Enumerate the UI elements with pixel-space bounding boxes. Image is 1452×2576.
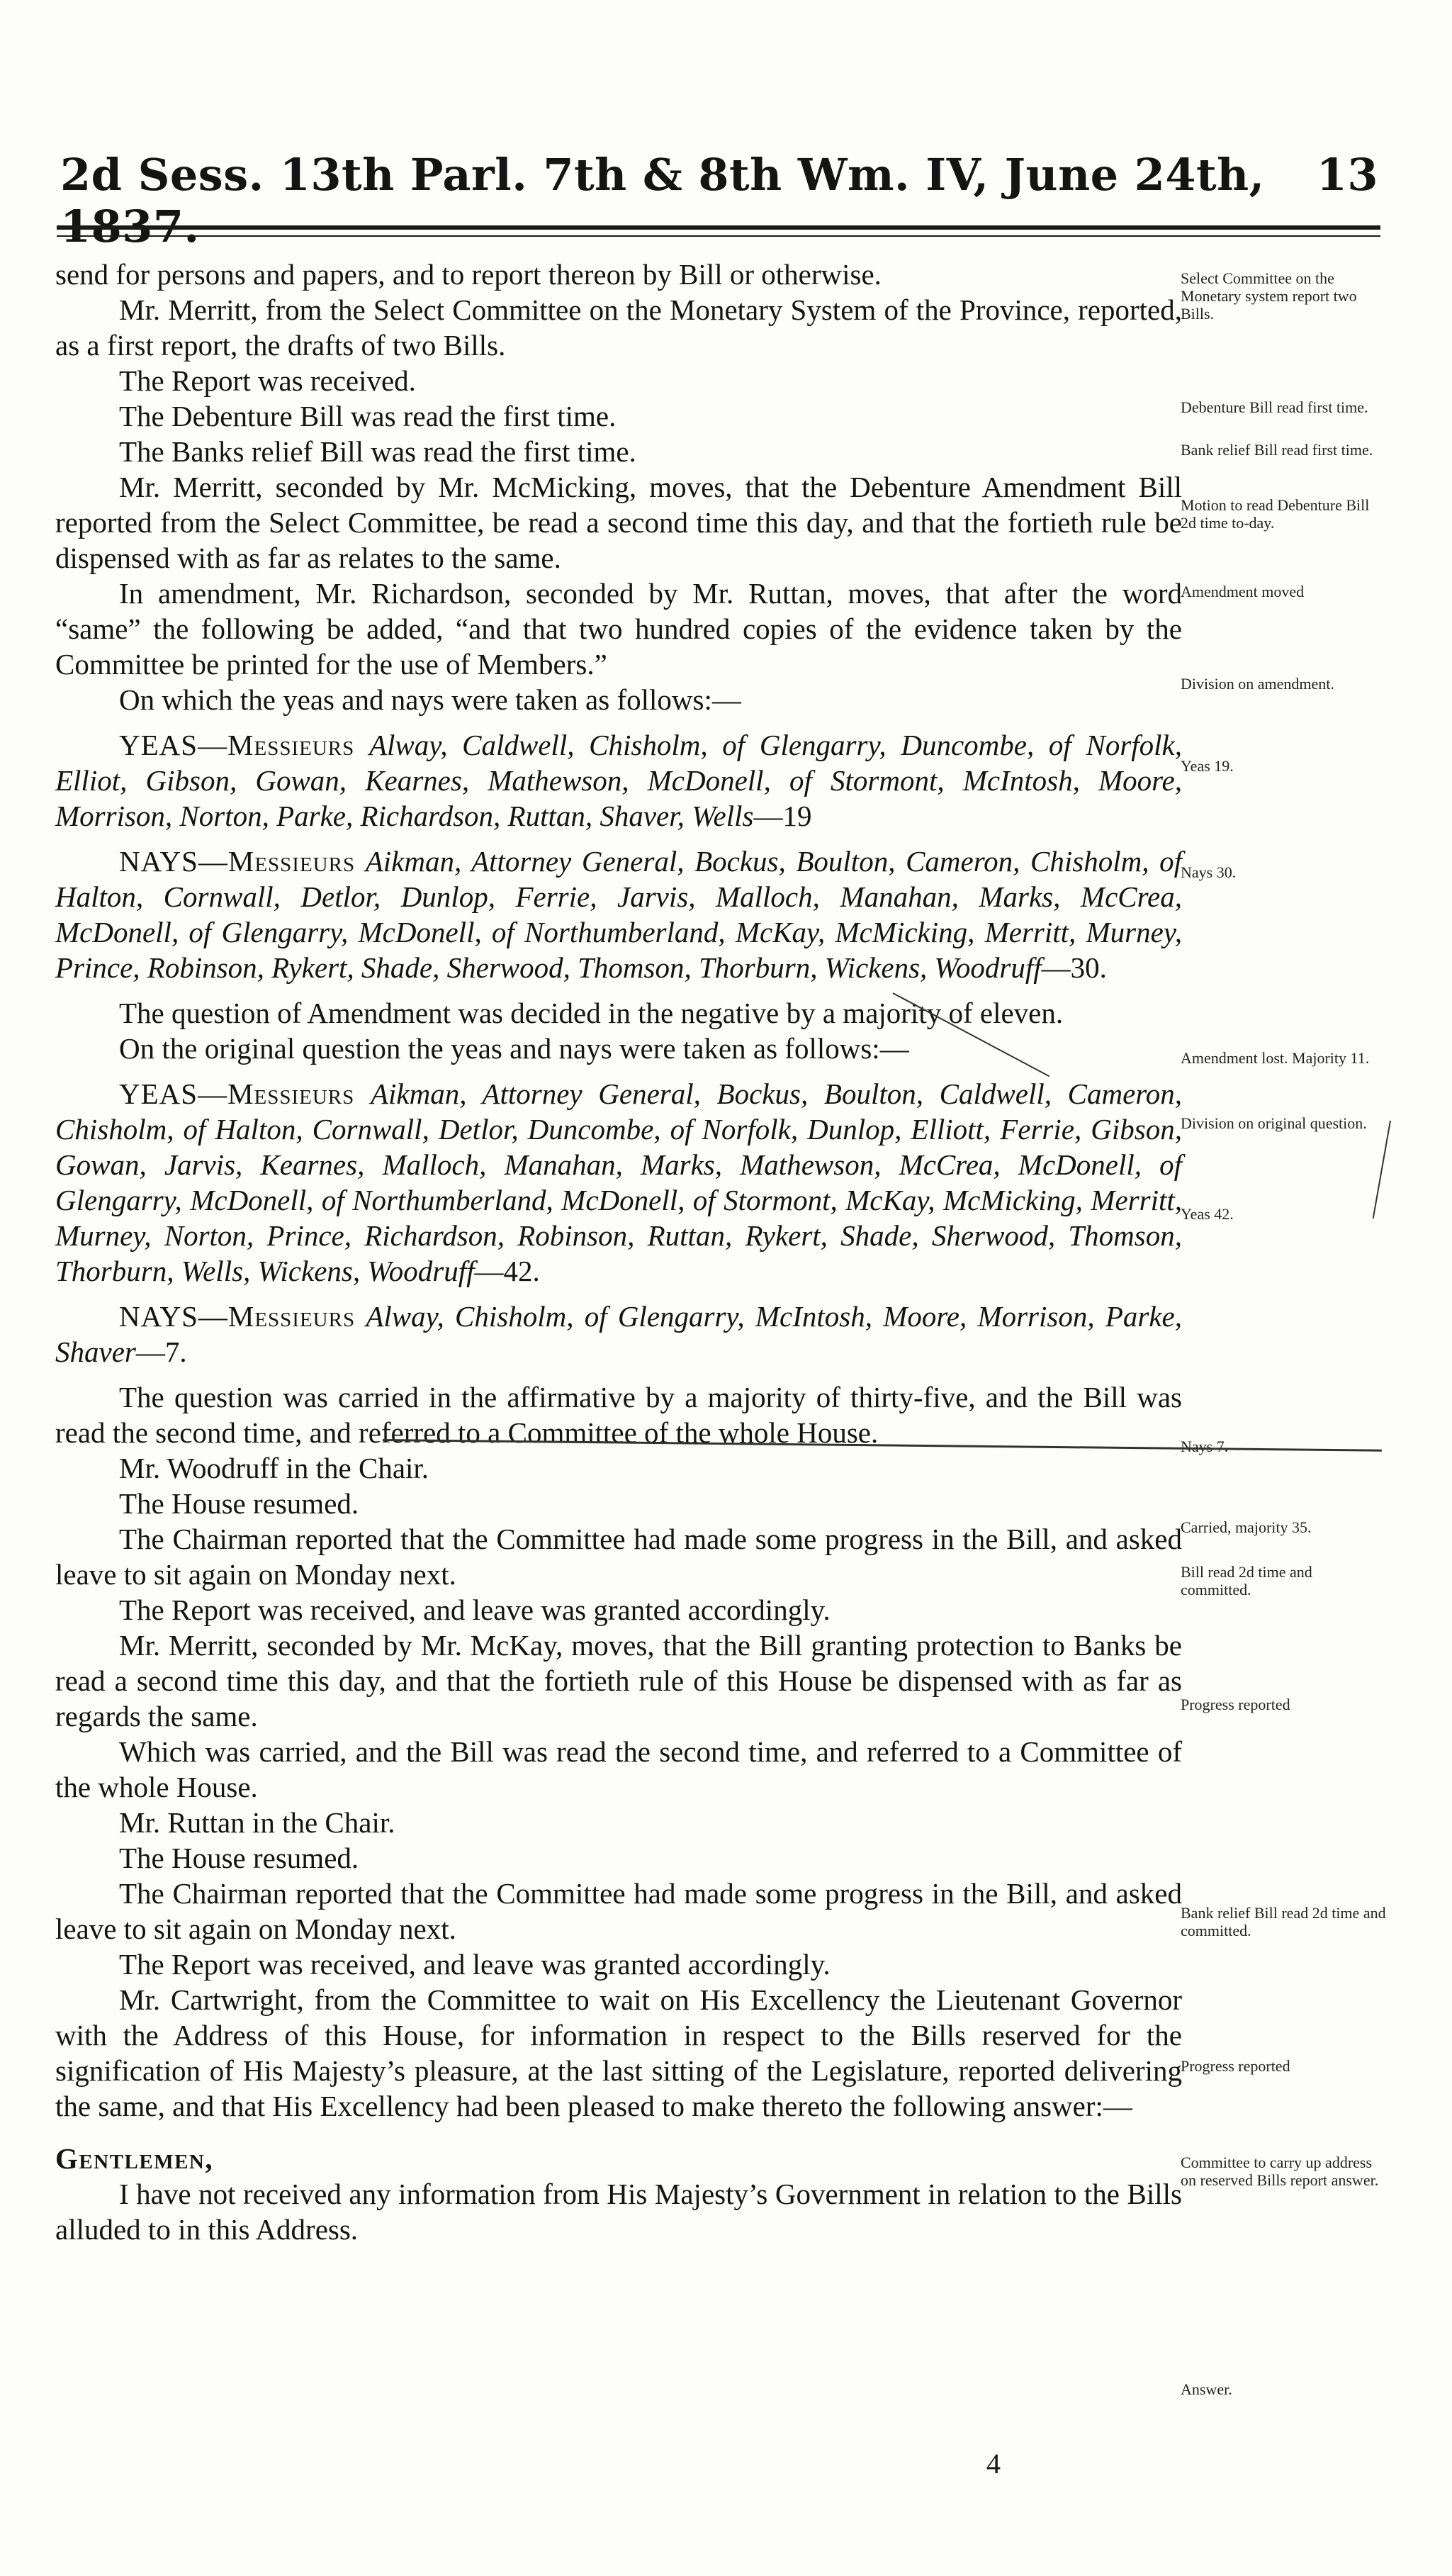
paragraph: Mr. Merritt, seconded by Mr. McMicking, moves, that the Debenture Amendment Bill reported from the Select Committee, be read a second time this day, and that the fortieth rule be dispensed with as far as relates to the same.	[55, 471, 1182, 574]
paragraph: The Report was received.	[119, 364, 416, 397]
paragraph: On which the yeas and nays were taken as follows:—	[119, 683, 741, 716]
header-title: 2d Sess. 13th Parl. 7th & 8th Wm. IV, June 24th, 1837.	[60, 149, 1265, 252]
vote-heading: NAYS—Messieurs	[119, 845, 356, 878]
paragraph: The Debenture Bill was read the first time.	[119, 400, 617, 432]
paragraph: The Report was received, and leave was granted accordingly.	[119, 1948, 831, 1981]
vote-count: —19	[753, 800, 812, 832]
journal-body	[55, 257, 1182, 2247]
paragraph: The Chairman reported that the Committee had made some progress in the Bill, and asked leave to sit again on Monday next.	[55, 1523, 1182, 1591]
vote-names: Aikman, Attorney General, Bockus, Boulton, Caldwell, Cameron, Chisholm, of Halton, Cornwall, Detlor, Duncombe, of Norfolk, Dunlop, Elliott, Ferrie, Gibson, Gowan, Jarvis, Kearnes, Malloch, Manahan, Marks, Mathewson, McCrea, McDonell, of Glengarry, McDonell, of Northumberland, McDonell, of Stormont, McKay, McMicking, Merritt, Murney, Norton, Prince, Richardson, Robinson, Ruttan, Rykert, Shade, Sherwood, Thomson, Thorburn, Wells, Wickens, Woodruff	[55, 1077, 1182, 1287]
vote-heading: NAYS—Messieurs	[119, 1300, 356, 1333]
vote-count: —30.	[1041, 951, 1107, 984]
paragraph: The Chairman reported that the Committee had made some progress in the Bill, and asked leave to sit again on Monday next.	[55, 1877, 1182, 1945]
margin-note: Nays 7.	[1181, 1438, 1229, 1455]
margin-note: Bank relief Bill read 2d time and committed.	[1181, 1904, 1386, 1939]
vote-yeas-original	[55, 1076, 1182, 1289]
answer-text: I have not received any information from His Majesty’s Government in relation to the Bills alluded to in this Address.	[55, 2178, 1182, 2246]
paragraph: Mr. Merritt, from the Select Committee on the Monetary System of the Province, reported, as a first report, the drafts of two Bills.	[55, 293, 1182, 362]
margin-note: Bank relief Bill read first time.	[1181, 441, 1373, 459]
margin-note: Motion to read Debenture Bill 2d time to-day.	[1181, 496, 1370, 532]
vote-yeas-amendment	[55, 727, 1182, 834]
paragraph: Mr. Woodruff in the Chair.	[119, 1452, 429, 1484]
paragraph: The question of Amendment was decided in the negative by a majority of eleven.	[119, 997, 1064, 1029]
margin-note: Amendment moved	[1181, 583, 1305, 600]
margin-note: Division on amendment.	[1181, 675, 1334, 693]
margin-note: Progress reported	[1181, 2057, 1290, 2075]
margin-note: Answer.	[1181, 2380, 1232, 2398]
paragraph: The House resumed.	[119, 1487, 359, 1520]
margin-note: Select Committee on the Monetary system report two Bills.	[1181, 269, 1357, 323]
paragraph: Mr. Cartwright, from the Committee to wait on His Excellency the Lieutenant Governor with the Address of this House, for information in respect to the Bills reserved for the signification of His Majesty’s pleasure, at the last sitting of the Legislature, reported delivering the same, and that His Excellency had been pleased to make thereto the following answer:—	[55, 1983, 1182, 2122]
margin-note: Carried, majority 35.	[1181, 1518, 1312, 1536]
paragraph: send for persons and papers, and to report thereon by Bill or otherwise.	[55, 258, 882, 291]
vote-heading: YEAS—Messieurs	[119, 1077, 355, 1110]
paragraph: Mr. Ruttan in the Chair.	[119, 1806, 395, 1839]
vote-nays-original	[55, 1299, 1182, 1370]
paragraph: The House resumed.	[119, 1842, 359, 1874]
margin-note: Committee to carry up address on reserved Bills report answer.	[1181, 2154, 1379, 2189]
signature-mark: 4	[986, 2448, 1001, 2480]
page-number: 13	[1316, 149, 1378, 201]
margin-note: Division on original question.	[1181, 1114, 1367, 1132]
vote-count: —7.	[135, 1335, 187, 1368]
vote-nays-amendment	[55, 844, 1182, 985]
margin-note: Bill read 2d time and committed.	[1181, 1563, 1312, 1598]
paragraph: On the original question the yeas and nays were taken as follows:—	[119, 1032, 909, 1065]
header-rule-thin	[57, 235, 1380, 237]
vote-names: Alway, Chisholm, of Glengarry, McIntosh, Moore, Morrison, Parke, Shaver	[55, 1300, 1182, 1368]
vote-names: Aikman, Attorney General, Bockus, Boulton, Cameron, Chisholm, of Halton, Cornwall, Detlor, Dunlop, Ferrie, Jarvis, Malloch, Manahan, Marks, McCrea, McDonell, of Glengarry, McDonell, of Northumberland, McKay, McMicking, Merritt, Murney, Prince, Robinson, Rykert, Shade, Sherwood, Thomson, Thorburn, Wickens, Woodruff	[55, 845, 1182, 984]
margin-note: Nays 30.	[1181, 863, 1237, 881]
margin-note: Yeas 42.	[1181, 1205, 1234, 1223]
margin-note: Debenture Bill read first time.	[1181, 398, 1368, 416]
vote-heading: YEAS—Messieurs	[119, 729, 355, 761]
running-header	[60, 149, 1378, 252]
paragraph: The Banks relief Bill was read the first time.	[119, 435, 636, 468]
vote-count: —42.	[474, 1255, 540, 1287]
handwritten-stroke	[1373, 1121, 1391, 1219]
header-rule-thick	[57, 225, 1380, 230]
margin-note: Amendment lost. Majority 11.	[1181, 1049, 1370, 1067]
greeting: Gentlemen,	[55, 2142, 214, 2175]
paragraph: The Report was received, and leave was granted accordingly.	[119, 1594, 831, 1626]
paragraph: Which was carried, and the Bill was read the second time, and referred to a Committee of the whole House.	[55, 1735, 1182, 1803]
paragraph: The question was carried in the affirmative by a majority of thirty-five, and the Bill was read the second time, and referred to a Committee of the whole House.	[55, 1381, 1182, 1449]
margin-note: Progress reported	[1181, 1696, 1290, 1713]
paragraph: In amendment, Mr. Richardson, seconded by Mr. Ruttan, moves, that after the word “same” the following be added, “and that two hundred copies of the evidence taken by the Committee be printed for the use of Members.”	[55, 577, 1182, 681]
vote-names: Alway, Caldwell, Chisholm, of Glengarry, Duncombe, of Norfolk, Elliot, Gibson, Gowan, Kearnes, Mathewson, McDonell, of Stormont, McIntosh, Moore, Morrison, Norton, Parke, Richardson, Ruttan, Shaver, Wells	[55, 729, 1183, 832]
paragraph: Mr. Merritt, seconded by Mr. McKay, moves, that the Bill granting protection to Banks be read a second time this day, and that the fortieth rule of this House be dispensed with as far as regards the same.	[55, 1629, 1182, 1732]
margin-note: Yeas 19.	[1181, 757, 1234, 775]
